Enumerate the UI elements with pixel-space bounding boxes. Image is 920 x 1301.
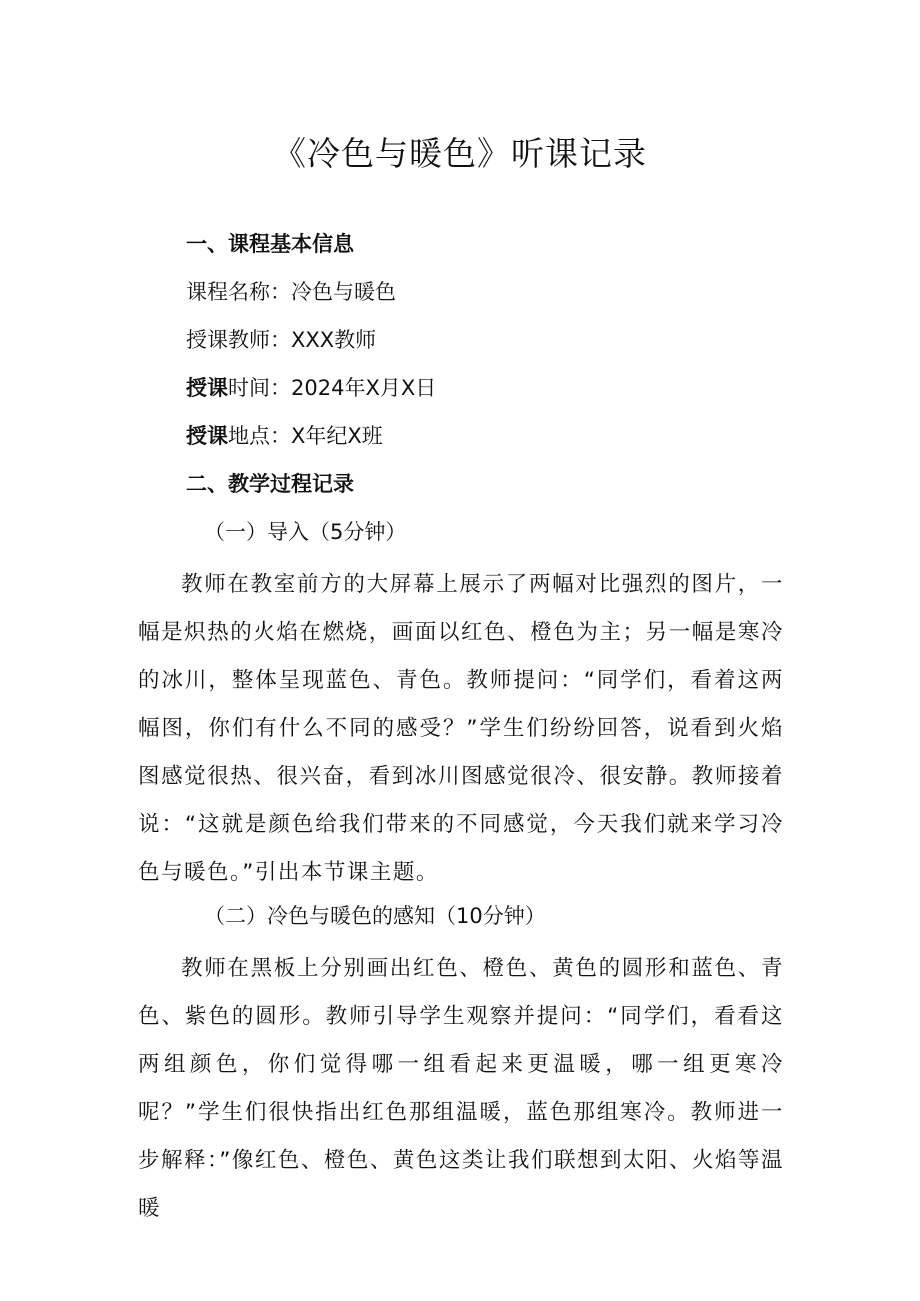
- section-heading-teaching-process: 二、教学过程记录: [186, 472, 354, 496]
- time-line: [186, 373, 436, 403]
- section-heading-basic-info: 一、课程基本信息: [186, 232, 354, 256]
- time-label-bold: 授课: [186, 376, 228, 400]
- subsection-heading-intro: （一）导入（5分钟）: [204, 520, 407, 544]
- intro-paragraph: 教师在教室前方的大屏幕上展示了两幅对比强烈的图片，一幅是炽热的火焰在燃烧，画面以红色、橙色为主；另一幅是寒冷的冰川，整体呈现蓝色、青色。教师提问：“同学们，看着这两幅图，你们有什么不同的感受？”学生们纷纷回答，说看到火焰图感觉很热、很兴奋，看到冰川图感觉很冷、很安静。教师接着说：“这就是颜色给我们带来的不同感觉，今天我们就来学习冷色与暖色。”引出本节课主题。: [138, 572, 784, 885]
- perception-paragraph: 教师在黑板上分别画出红色、橙色、黄色的圆形和蓝色、青色、紫色的圆形。教师引导学生观察并提问：“同学们，看看这两组颜色，你们觉得哪一组看起来更温暖，哪一组更寒冷呢？”学生们很快指出红色那组温暖，蓝色那组寒冷。教师进一步解释：”像红色、橙色、黄色这类让我们联想到太阳、火焰等温暖: [138, 956, 784, 1221]
- place-label-bold: 授课: [186, 424, 228, 448]
- place-line: [186, 421, 383, 451]
- place-value: 地点：X年纪X班: [228, 424, 383, 448]
- time-value: 时间：2024年X月X日: [228, 376, 437, 400]
- document-title: 《冷色与暖色》听课记录: [273, 134, 647, 173]
- course-name-line: 课程名称：冷色与暖色: [186, 280, 396, 304]
- subsection-heading-perception: （二）冷色与暖色的感知（10分钟）: [204, 904, 546, 928]
- teacher-line: 授课教师：XXX教师: [186, 328, 377, 352]
